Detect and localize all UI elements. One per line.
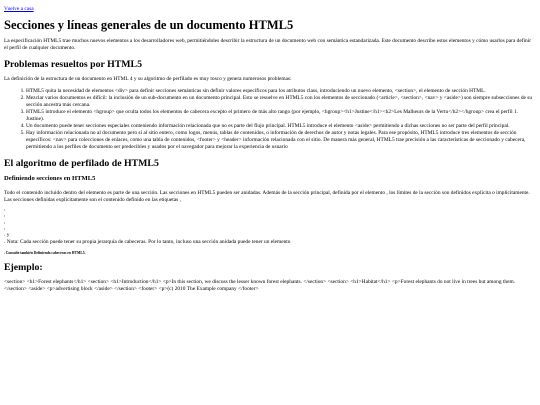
algorithm-heading: El algoritmo de perfilado de HTML5 <box>4 157 159 169</box>
empty-tag-list <box>4 206 536 239</box>
back-home-link[interactable]: Vuelve a casa <box>4 6 34 12</box>
list-item: 2. Mezclar varios documentos es difícil: la inclusión de un sub-documento en un documento principal. Esto se resuelve en HTML5 con los elementos de seccionado (<article>, <section>, <nav> y <aside>) son siempre subsecciones de su sección ancestra más cercana. <box>26 95 536 109</box>
list-item: , <box>4 225 6 232</box>
list-item: . y <box>4 232 10 239</box>
page-title: Secciones y líneas generales de un documento HTML5 <box>4 18 294 33</box>
list-item: , <box>4 205 6 212</box>
list-item: 4. Un documento puede tener secciones especiales conteniendo información relacionada que no es parte del flujo principal. HTML5 introduce el elemento <aside> permitiendo a dichas secciones no ser parte del perfil principal. <box>26 123 536 130</box>
list-item: , <box>4 218 6 225</box>
problems-lead: La definición de la estructura de un documento en HTML 4 y su algoritmo de perfilado es muy tosco y genera numerosos problemas: <box>4 75 292 82</box>
intro-paragraph: La especificación HTML5 trae muchos nuevos elementos a los desarrolladores web, permitiéndoles describir la estructura de un documento web con semántica estandarizada. Este documento describe estos elementos y cómo usarlos para definir el perfil de cualquier documento. <box>4 38 532 52</box>
list-item: , <box>4 212 6 219</box>
defining-sections-heading: Definiendo secciones en HTML5 <box>4 175 96 183</box>
see-also-heading: . Consulte también Definiendo cabeceras en HTML5. <box>4 250 86 255</box>
algorithm-body: Todo el contenido incluido dentro del elemento es parte de una sección. Las secciones en HTML5 pueden ser anidadas. Además de la sección principal, definida por el elemento , los límites de la sección son definidos explícita o implícitamente. Las secciones definidas explícitamente son el contenido definido en las etiquetas , <box>4 189 530 203</box>
list-item: 3. HTML5 introduce el elemento <hgroup> que oculta todos los elementos de cabecera excepto el primero de más alto rango (por ejemplo, <hgroup><h1>Justine</h1><h2>Les Malheurs de la Vertu</h2></hgroup> crea el perfil 1. Justine). <box>26 109 536 123</box>
example-code: <section> <h1>Forest elephants</h1> <section> <h1>Introduction</h1> <p>In this section, we discuss the lesser known forest elephants. </section> <section> <h1>Habitat</h1> <p>Forest elephants do not live in trees but among them. </section> <aside> <p>advertising block </aside> </section> <footer> <p>(c) 2010 The Example company </footer> <box>4 278 516 292</box>
problems-heading: Problemas resueltos por HTML5 <box>4 59 142 71</box>
example-heading: Ejemplo: <box>4 262 43 274</box>
list-item: 5. Hay información relacionada no al documento pero sí al sitio entero, como logos, menús, tablas de contenidos, o información de derechos de autor y notas legales. Para ese propósito, HTML5 introduce tres elementos de sección específicos: <nav> para colecciones de enlaces, como una tabla de contenidos, <footer> y <header> información relacionada con el sitio. De manera más general, HTML5 trae precisión a las características de seccionado y cabecera, permitiendo a los perfiles de documento ser predecibles y usados por el navegador para mejorar la experiencia de usuario <box>26 130 536 151</box>
note-paragraph: . Nota: Cada sección puede tener su propia jerarquía de cabeceras. Por lo tanto, incluso una sección anidada puede tener un elemento <box>4 238 291 245</box>
list-item: 1. HTML5 quita la necesidad de elementos <div> para definir secciones semánticas sin definir valores específicos para los atributos class, introduciendo un nuevo elemento, <section>, el elemento de sección HTML. <box>26 88 536 95</box>
problems-list <box>4 88 536 151</box>
